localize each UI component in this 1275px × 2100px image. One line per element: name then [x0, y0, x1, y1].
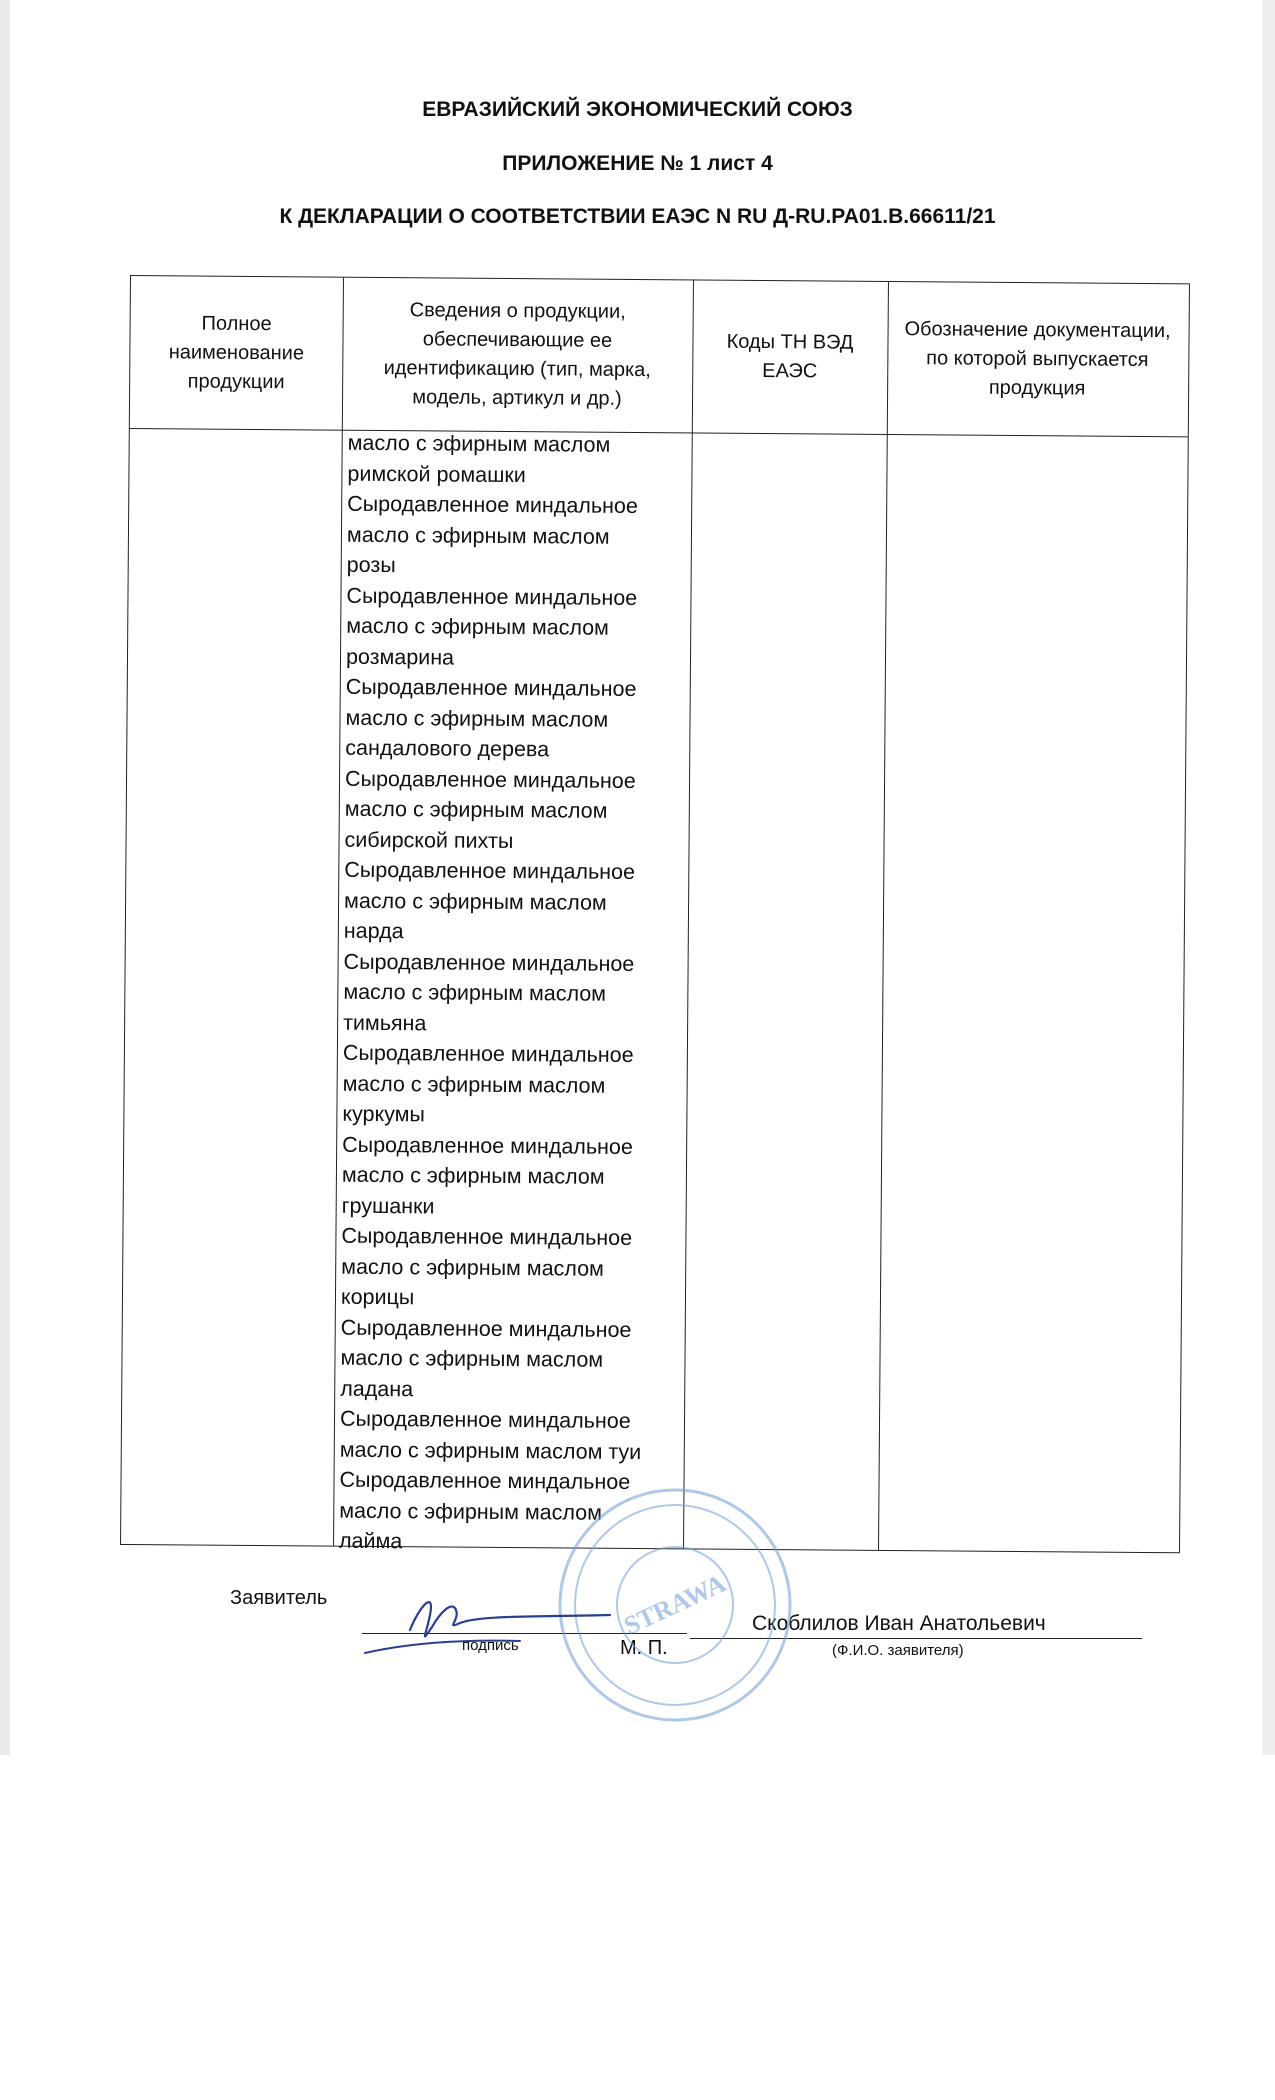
product-line: Сыродавленное миндальное: [344, 766, 636, 793]
product-line: Сыродавленное миндальное: [347, 491, 638, 518]
page-bottom-margin: [0, 1755, 1275, 2100]
product-line: масло с эфирным маслом: [347, 430, 611, 457]
products-table: [120, 275, 1190, 1553]
column-header-tn-ved-codes: Коды ТН ВЭД ЕАЭС: [726, 330, 854, 383]
product-line: масло с эфирным маслом туи: [339, 1437, 642, 1464]
name-caption: (Ф.И.О. заявителя): [832, 1642, 964, 1659]
handwritten-signature: [360, 1575, 660, 1665]
product-line: масло с эфирным маслом: [346, 613, 609, 640]
column-header-full-name: Полное наименование продукции: [168, 312, 305, 393]
column-header-identification: Сведения о продукции, обеспечивающие ее идентификацию (тип, марка, модель, артикул и др.): [383, 299, 651, 410]
product-line: Сыродавленное миндальное: [346, 583, 638, 610]
product-line: масло с эфирным маслом: [341, 1254, 604, 1281]
scan-edge-right: [1262, 0, 1275, 1755]
product-line: лайма: [338, 1528, 403, 1554]
product-line: масло с эфирным маслом: [345, 705, 609, 732]
product-line: розмарина: [345, 644, 455, 670]
product-line: масло с эфирным маслом: [344, 888, 607, 915]
product-line: Сыродавленное миндальное: [344, 857, 636, 884]
product-line: масло с эфирным маслом: [343, 979, 607, 1006]
applicant-label: Заявитель: [230, 1587, 328, 1609]
product-line: Сыродавленное миндальное: [341, 1223, 633, 1250]
product-line: Сыродавленное миндальное: [339, 1406, 631, 1433]
column-divider: [878, 282, 889, 1550]
product-identification-cell: [333, 428, 692, 1559]
product-line: римской ромашки: [347, 461, 526, 487]
product-line: масло с эфирным маслом: [341, 1162, 605, 1189]
appendix-title: ПРИЛОЖЕНИЕ № 1 лист 4: [502, 152, 773, 175]
product-line: ладана: [340, 1376, 414, 1401]
product-line: нарда: [343, 918, 404, 944]
declaration-title: К ДЕКЛАРАЦИИ О СООТВЕТСТВИИ ЕАЭС N RU Д-RU.PA01.B.66611/21: [279, 205, 996, 228]
product-line: Сыродавленное миндальное: [345, 674, 637, 701]
product-line: масло с эфирным маслом: [344, 796, 608, 823]
product-line: Сыродавленное миндальное: [339, 1467, 631, 1494]
product-line: сибирской пихты: [344, 827, 514, 853]
union-title: ЕВРАЗИЙСКИЙ ЭКОНОМИЧЕСКИЙ СОЮЗ: [422, 98, 853, 121]
signature-caption: подпись: [462, 1637, 519, 1654]
product-line: корицы: [340, 1284, 415, 1310]
product-line: Сыродавленное миндальное: [342, 1132, 633, 1159]
product-line: масло с эфирным маслом: [342, 1071, 606, 1098]
product-line: куркумы: [342, 1101, 426, 1127]
product-line: Сыродавленное миндальное: [340, 1315, 632, 1342]
product-line: сандалового дерева: [345, 735, 550, 762]
product-line: тимьяна: [343, 1010, 427, 1035]
product-line: розы: [346, 552, 396, 578]
product-line: масло с эфирным маслом: [340, 1345, 604, 1372]
product-line: Сыродавленное миндальное: [343, 949, 635, 976]
product-line: Сыродавленное миндальное: [342, 1040, 634, 1067]
stamp-center-text: STRAWA: [619, 1568, 731, 1641]
signature-stroke: [410, 1602, 610, 1636]
product-line: грушанки: [341, 1193, 435, 1218]
seal-label: М. П.: [620, 1637, 668, 1659]
product-line: масло с эфирным маслом: [339, 1498, 603, 1525]
column-header-documentation: Обозначение документации, по которой выпускается продукция: [904, 317, 1171, 400]
signature-underline: [365, 1641, 520, 1653]
scan-edge-left: [0, 0, 10, 1755]
product-line: масло с эфирным маслом: [346, 522, 610, 549]
applicant-name: Скоблилов Иван Анатольевич: [752, 1612, 1046, 1635]
